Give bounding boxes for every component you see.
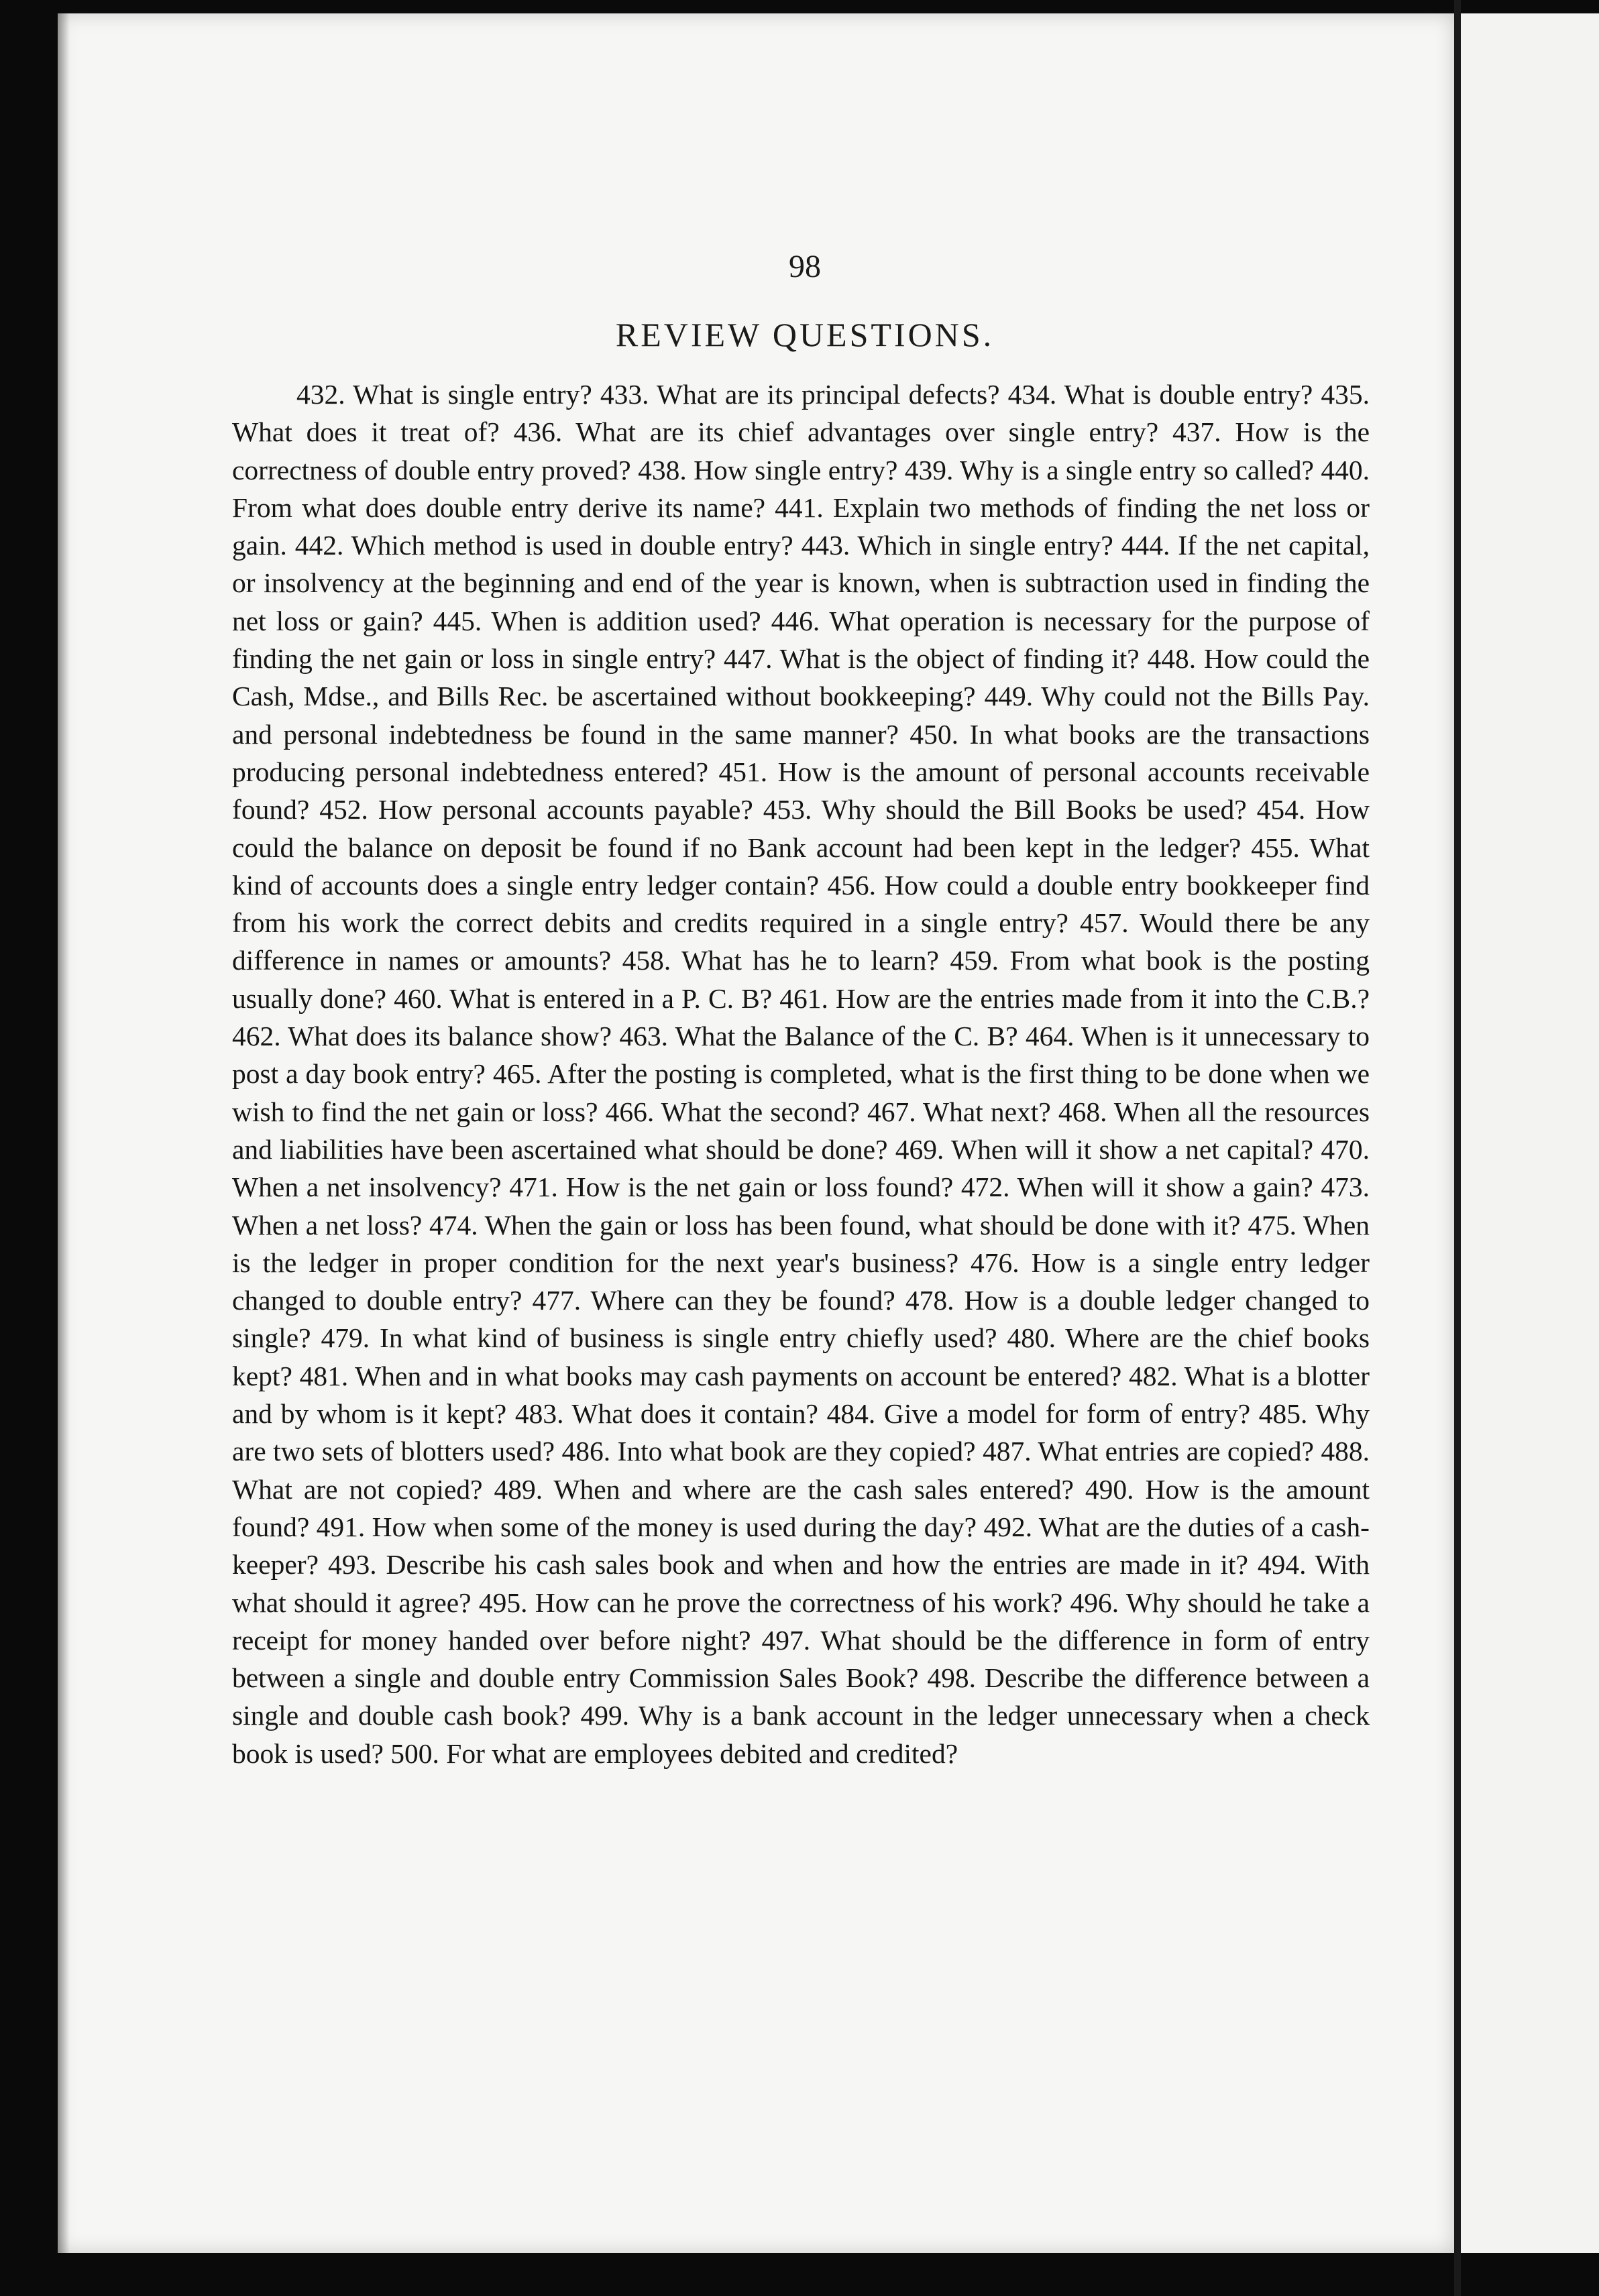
review-questions-paragraph: 432. What is single entry? 433. What are its principal defects? 434. What is double entry? 435. What does it treat of? 436. What are its chief advantages over single entry? 437. How is the correctness of double entry proved? 438. How single entry? 439. Why is a single entry so called? 440. From what does double entry derive its name? 441. Explain two methods of finding the net loss or gain. 442. Which method is used in double entry? 443. Which in single entry? 444. If the net capital, or insolvency at the beginning and end of the year is known, when is subtraction used in finding the net loss or gain? 445. When is addition used? 446. What operation is necessary for the purpose of finding the net gain or loss in single entry? 447. What is the object of finding it? 448. How could the Cash, Mdse., and Bills Rec. be ascertained without bookkeeping? 449. Why could not the Bills Pay. and personal indebtedness be found in the same manner? 450. In what books are the transactions producing personal indebtedness entered? 451. How is the amount of personal accounts receivable found? 452. How personal accounts payable? 453. Why should the Bill Books be used? 454. How could the balance on deposit be found if no Bank account had been kept in the ledger? 455. What kind of accounts does a single entry ledger contain? 456. How could a double entry bookkeeper find from his work the correct debits and credits required in a single entry? 457. Would there be any difference in names or amounts? 458. What has he to learn? 459. From what book is the posting usually done? 460. What is entered in a P. C. B? 461. How are the entries made from it into the C.B.? 462. What does its balance show? 463. What the Balance of the C. B? 464. When is it unnecessary to post a day book entry? 465. After the posting is completed, what is the first thing to be done when we wish to find the net gain or loss? 466. What the second? 467. What next? 468. When all the resources and liabilities have been ascertained what should be done? 469. When will it show a net capital? 470. When a net insolvency? 471. How is the net gain or loss found? 472. When will it show a gain? 473. When a net loss? 474. When the gain or loss has been found, what should be done with it? 475. When is the ledger in proper condition for the next year's business? 476. How is a single entry ledger changed to double entry? 477. Where can they be found? 478. How is a double ledger changed to single? 479. In what kind of business is single entry chiefly used? 480. Where are the chief books kept? 481. When and in what books may cash payments on account be entered? 482. What is a blotter and by whom is it kept? 483. What does it contain? 484. Give a model for form of entry? 485. Why are two sets of blotters used? 486. Into what book are they copied? 487. What entries are copied? 488. What are not copied? 489. When and where are the cash sales entered? 490. How is the amount found? 491. How when some of the money is used during the day? 492. What are the duties of a cash-keeper? 493. Describe his cash sales book and when and how the entries are made in it? 494. With what should it agree? 495. How can he prove the correctness of his work? 496. Why should he take a receipt for money handed over before night? 497. What should be the difference in form of entry between a single and double entry Commission Sales Book? 498. Describe the difference between a single and double cash book? 499. Why is a bank account in the ledger unnecessary when a check book is used? 500. For what are employees debited and credited? [232,379,1370,1769]
page-number: 98 [789,249,821,284]
adjacent-page [1461,13,1599,2253]
page-shadow-edge [58,13,70,2253]
book-gutter [1454,0,1461,2296]
page-heading: REVIEW QUESTIONS. [615,316,995,353]
